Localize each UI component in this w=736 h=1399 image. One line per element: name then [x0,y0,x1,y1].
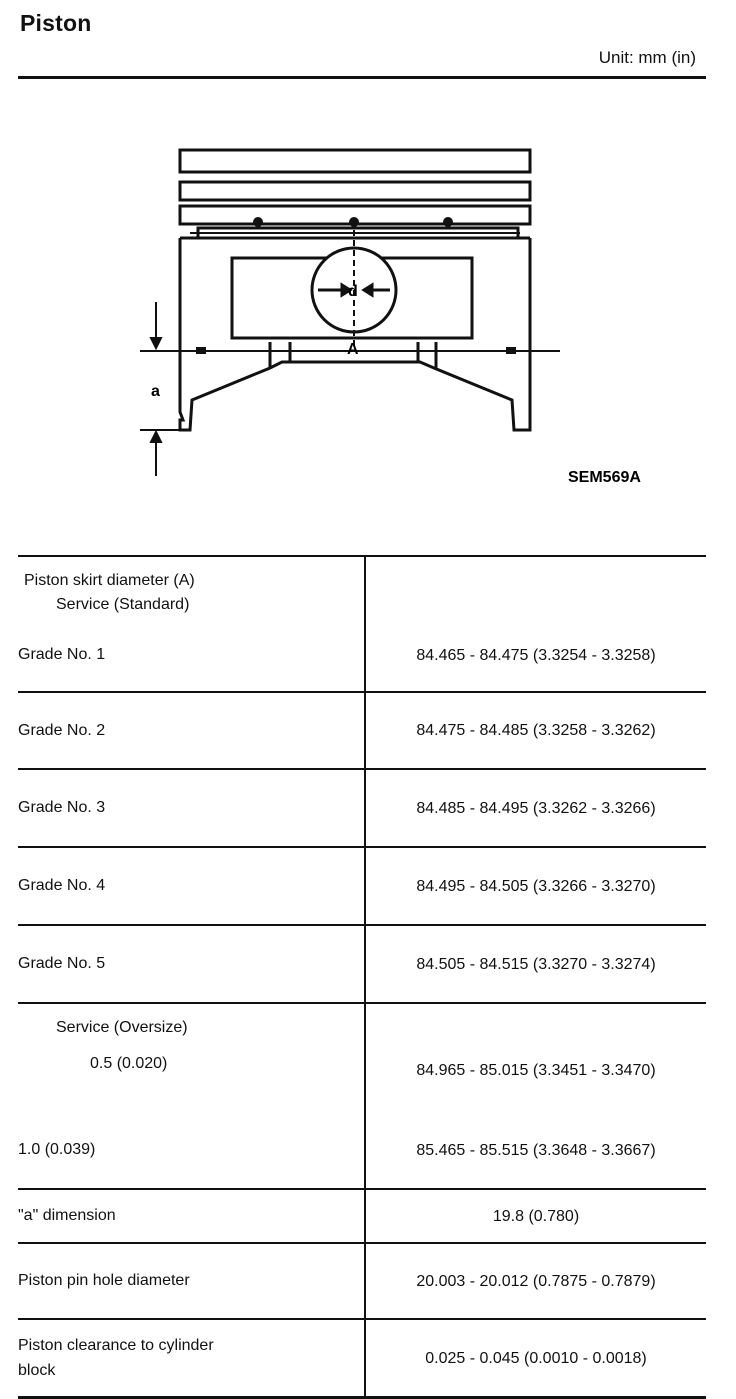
grade-4-mm: 84.495 - 84.505 [416,877,529,895]
grade-1-mm: 84.465 - 84.475 [416,646,529,664]
oversize-10-label: 1.0 (0.039) [18,1112,365,1189]
grade-4-label: Grade No. 4 [18,847,365,925]
clearance-label-line1: Piston clearance to cylinder [18,1337,214,1354]
grade-5-label: Grade No. 5 [18,925,365,1003]
oversize-05-label: 0.5 (0.020) [90,1055,168,1072]
service-standard-heading: Service (Standard) [56,596,190,613]
pin-hole-label: Piston pin hole diameter [18,1243,365,1319]
piston-spec-table [18,555,706,1399]
table-row [18,1189,706,1243]
pin-hole-mm: 20.003 - 20.012 [416,1272,529,1290]
a-dimension-label: "a" dimension [18,1189,365,1243]
grade-1-value [365,619,706,692]
table-row [18,769,706,847]
clearance-label-line2: block [18,1362,56,1379]
clearance-mm: 0.025 - 0.045 [425,1349,520,1367]
pin-hole-value [365,1243,706,1319]
pin-hole-in: (0.7875 - 0.7879) [532,1272,656,1290]
grade-3-value [365,769,706,847]
service-oversize-heading: Service (Oversize) [56,1019,188,1036]
grade-1-in: (3.3254 - 3.3258) [532,646,656,664]
page-title: Piston [20,10,92,36]
oversize-05-mm: 84.965 - 85.015 [416,1061,529,1079]
table-row [18,556,706,619]
clearance-value [365,1319,706,1398]
table-row [18,1243,706,1319]
clearance-label [18,1319,365,1398]
table-row [18,619,706,692]
skirt-heading-cell [18,556,365,619]
oversize-10-in: (3.3648 - 3.3667) [532,1141,656,1159]
table-row [18,692,706,769]
grade-2-value [365,692,706,769]
piston-diagram-svg [0,90,736,510]
header-rule [18,76,706,79]
grade-1-label: Grade No. 1 [18,619,365,692]
grade-2-mm: 84.475 - 84.485 [416,722,529,739]
grade-5-mm: 84.505 - 84.515 [416,955,529,973]
a-dimension-value: 19.8 (0.780) [365,1189,706,1243]
unit-label: Unit: mm (in) [598,48,696,67]
ring-second [180,182,530,200]
label-d: d [348,283,358,300]
grade-3-in: (3.3262 - 3.3266) [532,799,656,817]
grade-3-mm: 84.485 - 84.495 [416,799,529,817]
oversize-10-value [365,1112,706,1189]
ring-top [180,150,530,172]
label-a: a [151,383,160,400]
piston-body [180,238,183,428]
table-row [18,1003,706,1112]
grade-5-value [365,925,706,1003]
table-row [18,1319,706,1398]
oversize-10-mm: 85.465 - 85.515 [416,1141,529,1159]
grade-5-in: (3.3270 - 3.3274) [532,955,656,973]
piston-skirt [180,362,530,430]
grade-2-in: (3.3258 - 3.3262) [532,722,656,739]
grade-4-in: (3.3266 - 3.3270) [532,877,656,895]
table-row [18,925,706,1003]
oversize-heading-cell [18,1003,365,1112]
skirt-heading: Piston skirt diameter (A) [24,572,195,589]
clearance-in: (0.0010 - 0.0018) [524,1349,647,1367]
grade-3-label: Grade No. 3 [18,769,365,847]
table-row [18,847,706,925]
label-A: A [347,341,359,358]
oversize-05-in: (3.3451 - 3.3470) [532,1061,656,1079]
oversize-05-value [365,1003,706,1112]
grade-2-label: Grade No. 2 [18,692,365,769]
empty-cell [365,556,706,619]
table-row [18,1112,706,1189]
figure-code: SEM569A [568,469,641,486]
grade-4-value [365,847,706,925]
piston-diagram [0,90,736,510]
